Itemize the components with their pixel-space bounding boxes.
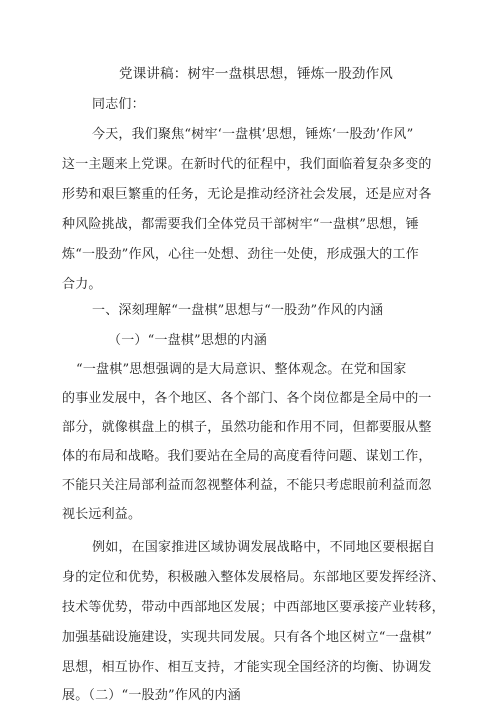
paragraph-line: 技术等优势，带动中西部地区发展；中西部地区要承接产业转移，: [62, 600, 445, 615]
paragraph-line: 炼“一股劲”作风，心往一处想、劲往一处使，形成强大的工作: [62, 247, 419, 262]
paragraph-line: 思想，相互协作、相互支持，才能实现全国经济的均衡、协调发: [62, 660, 432, 675]
paragraph-line: 种风险挑战，都需要我们全体党员干部树牢“一盘棋”思想，锤: [62, 217, 419, 232]
section-heading: 一、深刻理解“一盘棋”思想与“一股劲”作风的内涵: [92, 303, 384, 318]
subsection-heading: （一）“一盘棋”思想的内涵: [108, 333, 267, 348]
paragraph-line: 视长远利益。: [62, 507, 142, 522]
paragraph-line: 体的布局和战略。我们要站在全局的高度看待问题、谋划工作，: [62, 449, 432, 464]
paragraph-line: 展。（二）“一股劲”作风的内涵: [62, 688, 241, 703]
paragraph-line: 的事业发展中，各个地区、各个部门、各个岗位都是全局中的一: [62, 391, 432, 406]
paragraph-line: 今天，我们聚焦“树牢‘一盘棋’思想，锤炼‘一股劲’作风”: [92, 127, 414, 142]
paragraph-line: 例如，在国家推进区域协调发展战略中，不同地区要根据自: [92, 540, 436, 555]
paragraph-line: 这一主题来上党课。在新时代的征程中，我们面临着复杂多变的: [62, 157, 432, 172]
paragraph-line: 形势和艰巨繁重的任务，无论是推动经济社会发展，还是应对各: [62, 187, 432, 202]
salutation: 同志们：: [92, 97, 145, 112]
paragraph-line: 不能只关注局部利益而忽视整体利益，不能只考虑眼前利益而忽: [62, 478, 432, 493]
paragraph-line: 合力。: [62, 277, 102, 292]
paragraph-line: 身的定位和优势，积极融入整体发展格局。东部地区要发挥经济、: [62, 570, 445, 585]
paragraph-line: 部分，就像棋盘上的棋子，虽然功能和作用不同，但都要服从整: [62, 420, 432, 435]
paragraph-line: “一盘棋”思想强调的是大局意识、整体观念。在党和国家: [76, 362, 407, 377]
document-title: 党课讲稿：树牢一盘棋思想，锤炼一股劲作风: [119, 66, 393, 82]
paragraph-line: 加强基础设施建设，实现共同发展。只有各个地区树立“一盘棋”: [62, 630, 433, 645]
